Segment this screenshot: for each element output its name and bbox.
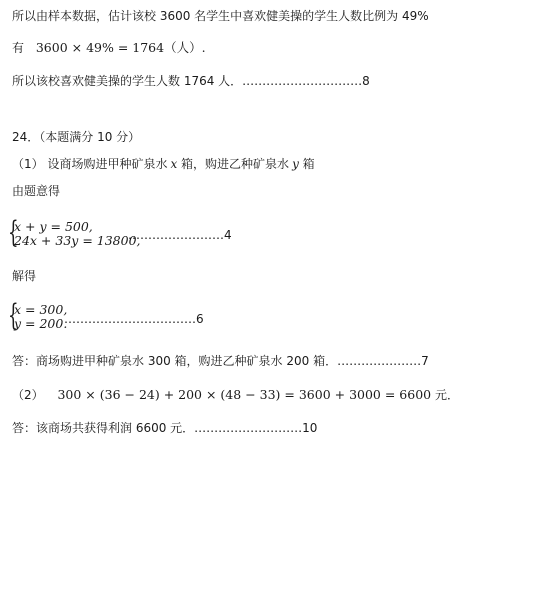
solve-label: 解得 bbox=[12, 269, 37, 283]
system-1-eq2: 24x + 33y = 13800, bbox=[14, 233, 141, 248]
part1-setup-text-a: （1） 设商场购进甲种矿泉水 bbox=[12, 157, 168, 171]
question-24-header: 24．（本题满分 10 分） bbox=[12, 130, 141, 144]
count-conclusion: 所以该校喜欢健美操的学生人数 1764 人．…………………………8 bbox=[12, 74, 370, 88]
left-brace: { bbox=[8, 215, 19, 250]
part2-formula: 300 × (36 − 24) + 200 × (48 − 33) = 3600 + 3000 = 6600 bbox=[57, 387, 432, 402]
part2-calculation bbox=[12, 387, 459, 403]
part2-unit: 元． bbox=[431, 388, 459, 402]
variable-x: x bbox=[170, 157, 178, 171]
system-2-score: ……………………………6 bbox=[64, 312, 204, 326]
system-2-eq2: y = 200. bbox=[14, 316, 68, 331]
ratio-statement: 所以由样本数据，估计该校 3600 名学生中喜欢健美操的学生人数比例为 49% bbox=[12, 9, 429, 23]
variable-y: y bbox=[292, 157, 299, 171]
part1-setup-text-b: 箱，购进乙种矿泉水 bbox=[177, 157, 290, 171]
left-brace: { bbox=[8, 298, 19, 333]
system-2-eq1: x = 300, bbox=[14, 302, 68, 317]
count-calculation bbox=[12, 40, 206, 56]
system-2-equations bbox=[14, 303, 67, 331]
equation-system-2 bbox=[8, 298, 268, 333]
part1-setup-text-c: 箱 bbox=[298, 157, 315, 171]
equation-system-1 bbox=[8, 215, 268, 250]
part2-answer: 答：该商场共获得利润 6600 元．………………………10 bbox=[12, 421, 318, 435]
count-formula: 3600 × 49% = 1764（人）. bbox=[35, 40, 206, 55]
system-1-equations bbox=[14, 220, 141, 248]
count-prefix: 有 bbox=[12, 41, 25, 55]
system-1-score: ……………………4 bbox=[128, 228, 232, 242]
by-problem-label: 由题意得 bbox=[12, 184, 61, 198]
part2-label: （2） bbox=[12, 388, 44, 402]
system-1-eq1: x + y = 500, bbox=[14, 219, 93, 234]
part1-answer: 答：商场购进甲种矿泉水 300 箱，购进乙种矿泉水 200 箱．…………………7 bbox=[12, 354, 429, 368]
part1-setup bbox=[12, 156, 315, 172]
